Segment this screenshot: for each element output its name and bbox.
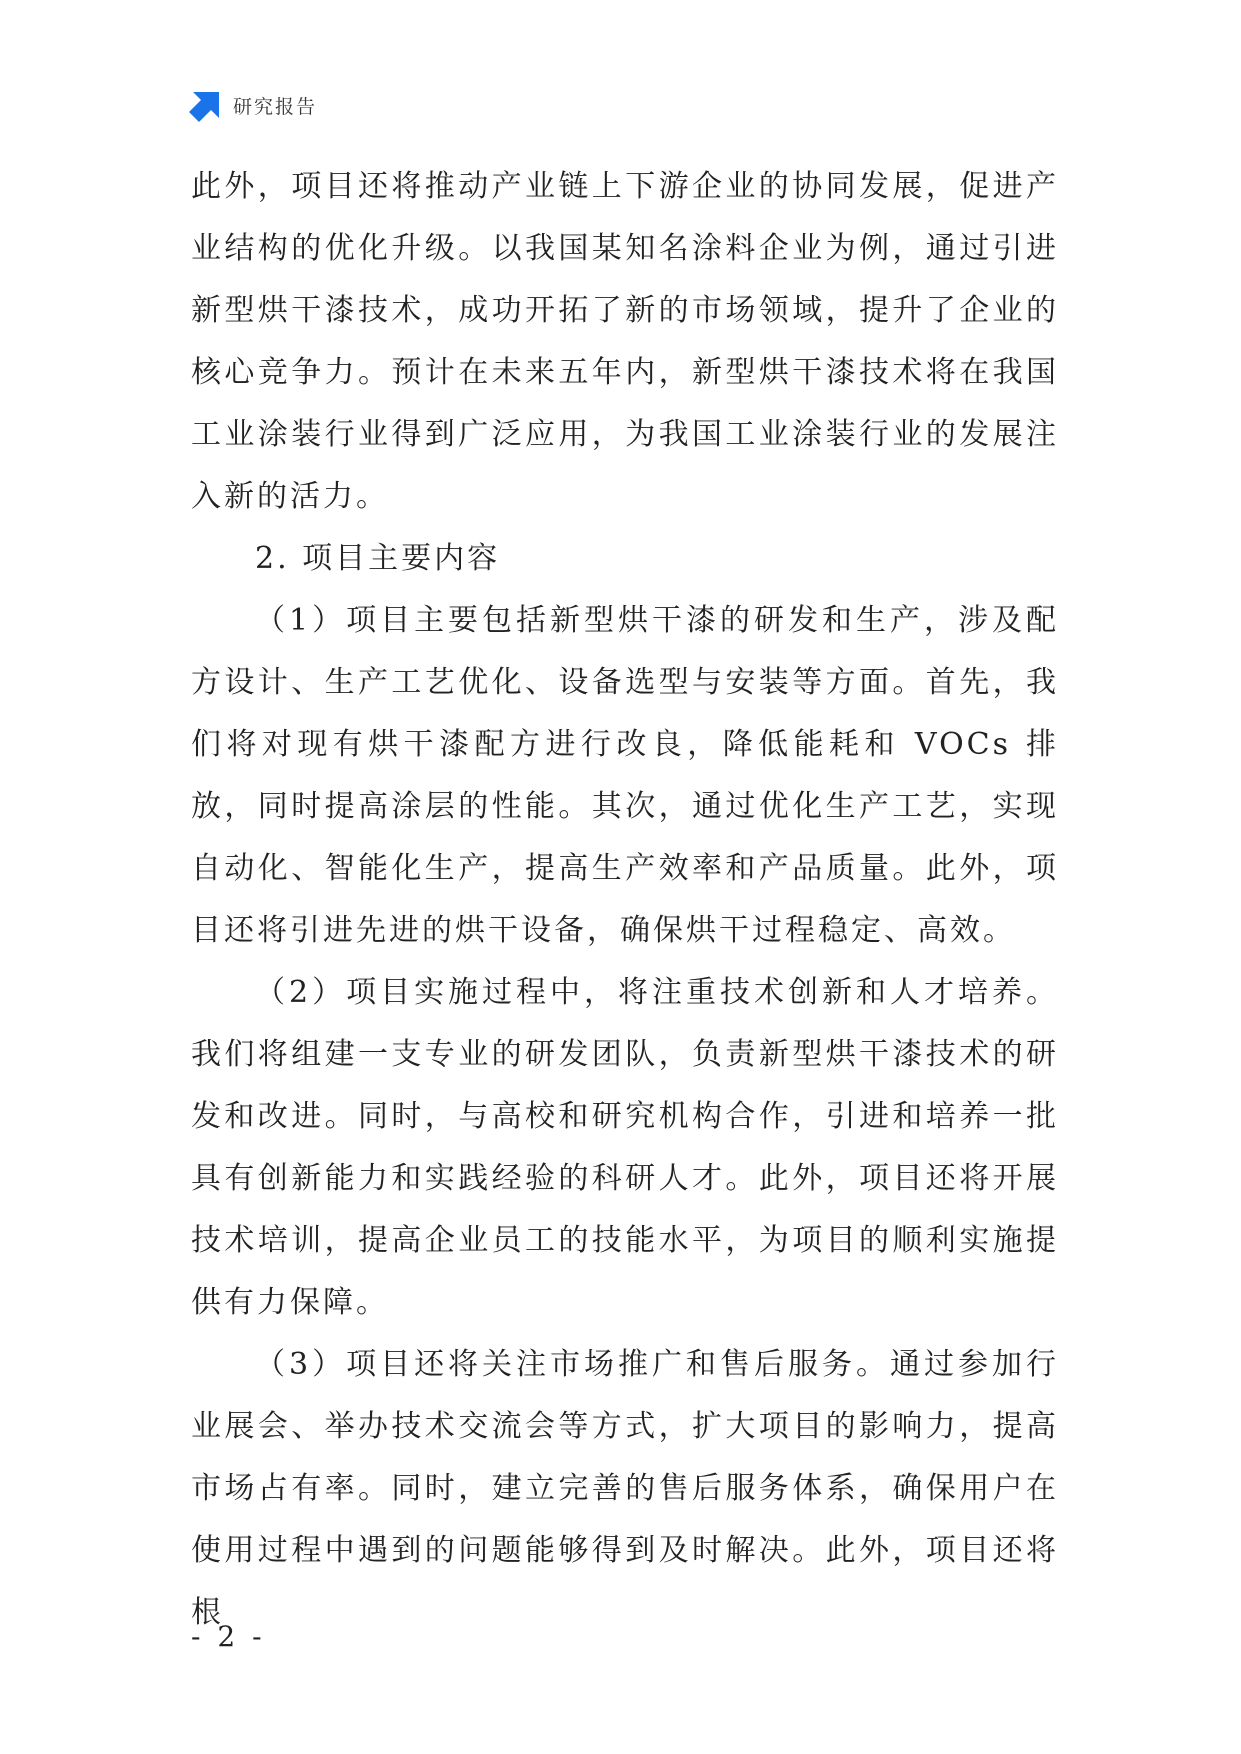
arrow-up-right-icon <box>189 88 223 122</box>
page-number: - 2 - <box>191 1620 266 1653</box>
header-label: 研究报告 <box>233 95 318 118</box>
paragraph-item-3: （3）项目还将关注市场推广和售后服务。通过参加行业展会、举办技术交流会等方式，扩大项目的影响力，提高市场占有率。同时，建立完善的售后服务体系，确保用户在使用过程中遇到的问题能够得到及时解决。此外，项目还将根 <box>191 1347 1059 1630</box>
paragraph-item-1: （1）项目主要包括新型烘干漆的研发和生产，涉及配方设计、生产工艺优化、设备选型与安装等方面。首先，我们将对现有烘干漆配方进行改良，降低能耗和 VOCs 排放，同时提高涂层的性能。其次，通过优化生产工艺，实现自动化、智能化生产，提高生产效率和产品质量。此外，项目还将引进先进的烘干设备，确保烘干过程稳定、高效。 <box>191 603 1059 948</box>
paragraph-intro-continued: 此外，项目还将推动产业链上下游企业的协同发展，促进产业结构的优化升级。以我国某知名涂料企业为例，通过引进新型烘干漆技术，成功开拓了新的市场领域，提升了企业的核心竞争力。预计在未来五年内，新型烘干漆技术将在我国工业涂装行业得到广泛应用，为我国工业涂装行业的发展注入新的活力。 <box>191 169 1059 514</box>
document-body <box>191 156 1059 1644</box>
page-header <box>189 88 317 122</box>
paragraph-item-2: （2）项目实施过程中，将注重技术创新和人才培养。我们将组建一支专业的研发团队，负责新型烘干漆技术的研发和改进。同时，与高校和研究机构合作，引进和培养一批具有创新能力和实践经验的科研人才。此外，项目还将开展技术培训，提高企业员工的技能水平，为项目的顺利实施提供有力保障。 <box>191 975 1059 1320</box>
section-heading: 2. 项目主要内容 <box>255 541 501 576</box>
